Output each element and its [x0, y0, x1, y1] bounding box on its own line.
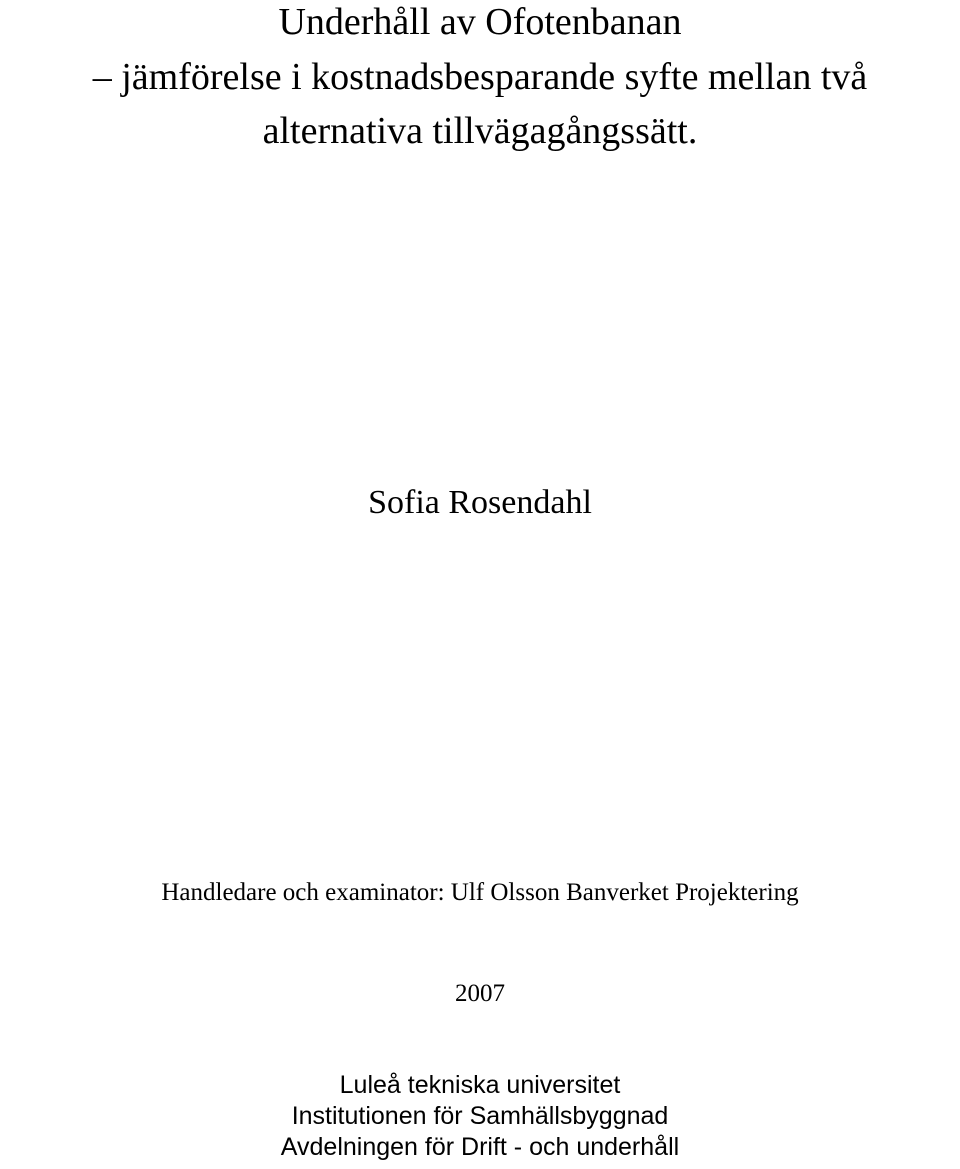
department-name: Institutionen för Samhällsbyggnad: [291, 1102, 669, 1130]
publication-year: 2007: [455, 980, 505, 1007]
division-name: Avdelningen för Drift - och underhåll: [280, 1133, 680, 1161]
university-name: Luleå tekniska universitet: [339, 1071, 621, 1099]
title-line-1: Underhåll av Ofotenbanan: [278, 1, 682, 43]
document-title: [0, 0, 960, 158]
institution-block: [0, 1070, 960, 1163]
title-line-3: alternativa tillvägagångssätt.: [262, 110, 698, 152]
supervisor-line: Handledare och examinator: Ulf Olsson Banverket Projektering: [161, 879, 799, 906]
title-line-2: – jämförelse i kostnadsbesparande syfte mellan två: [92, 56, 868, 98]
author-name: Sofia Rosendahl: [368, 484, 592, 521]
